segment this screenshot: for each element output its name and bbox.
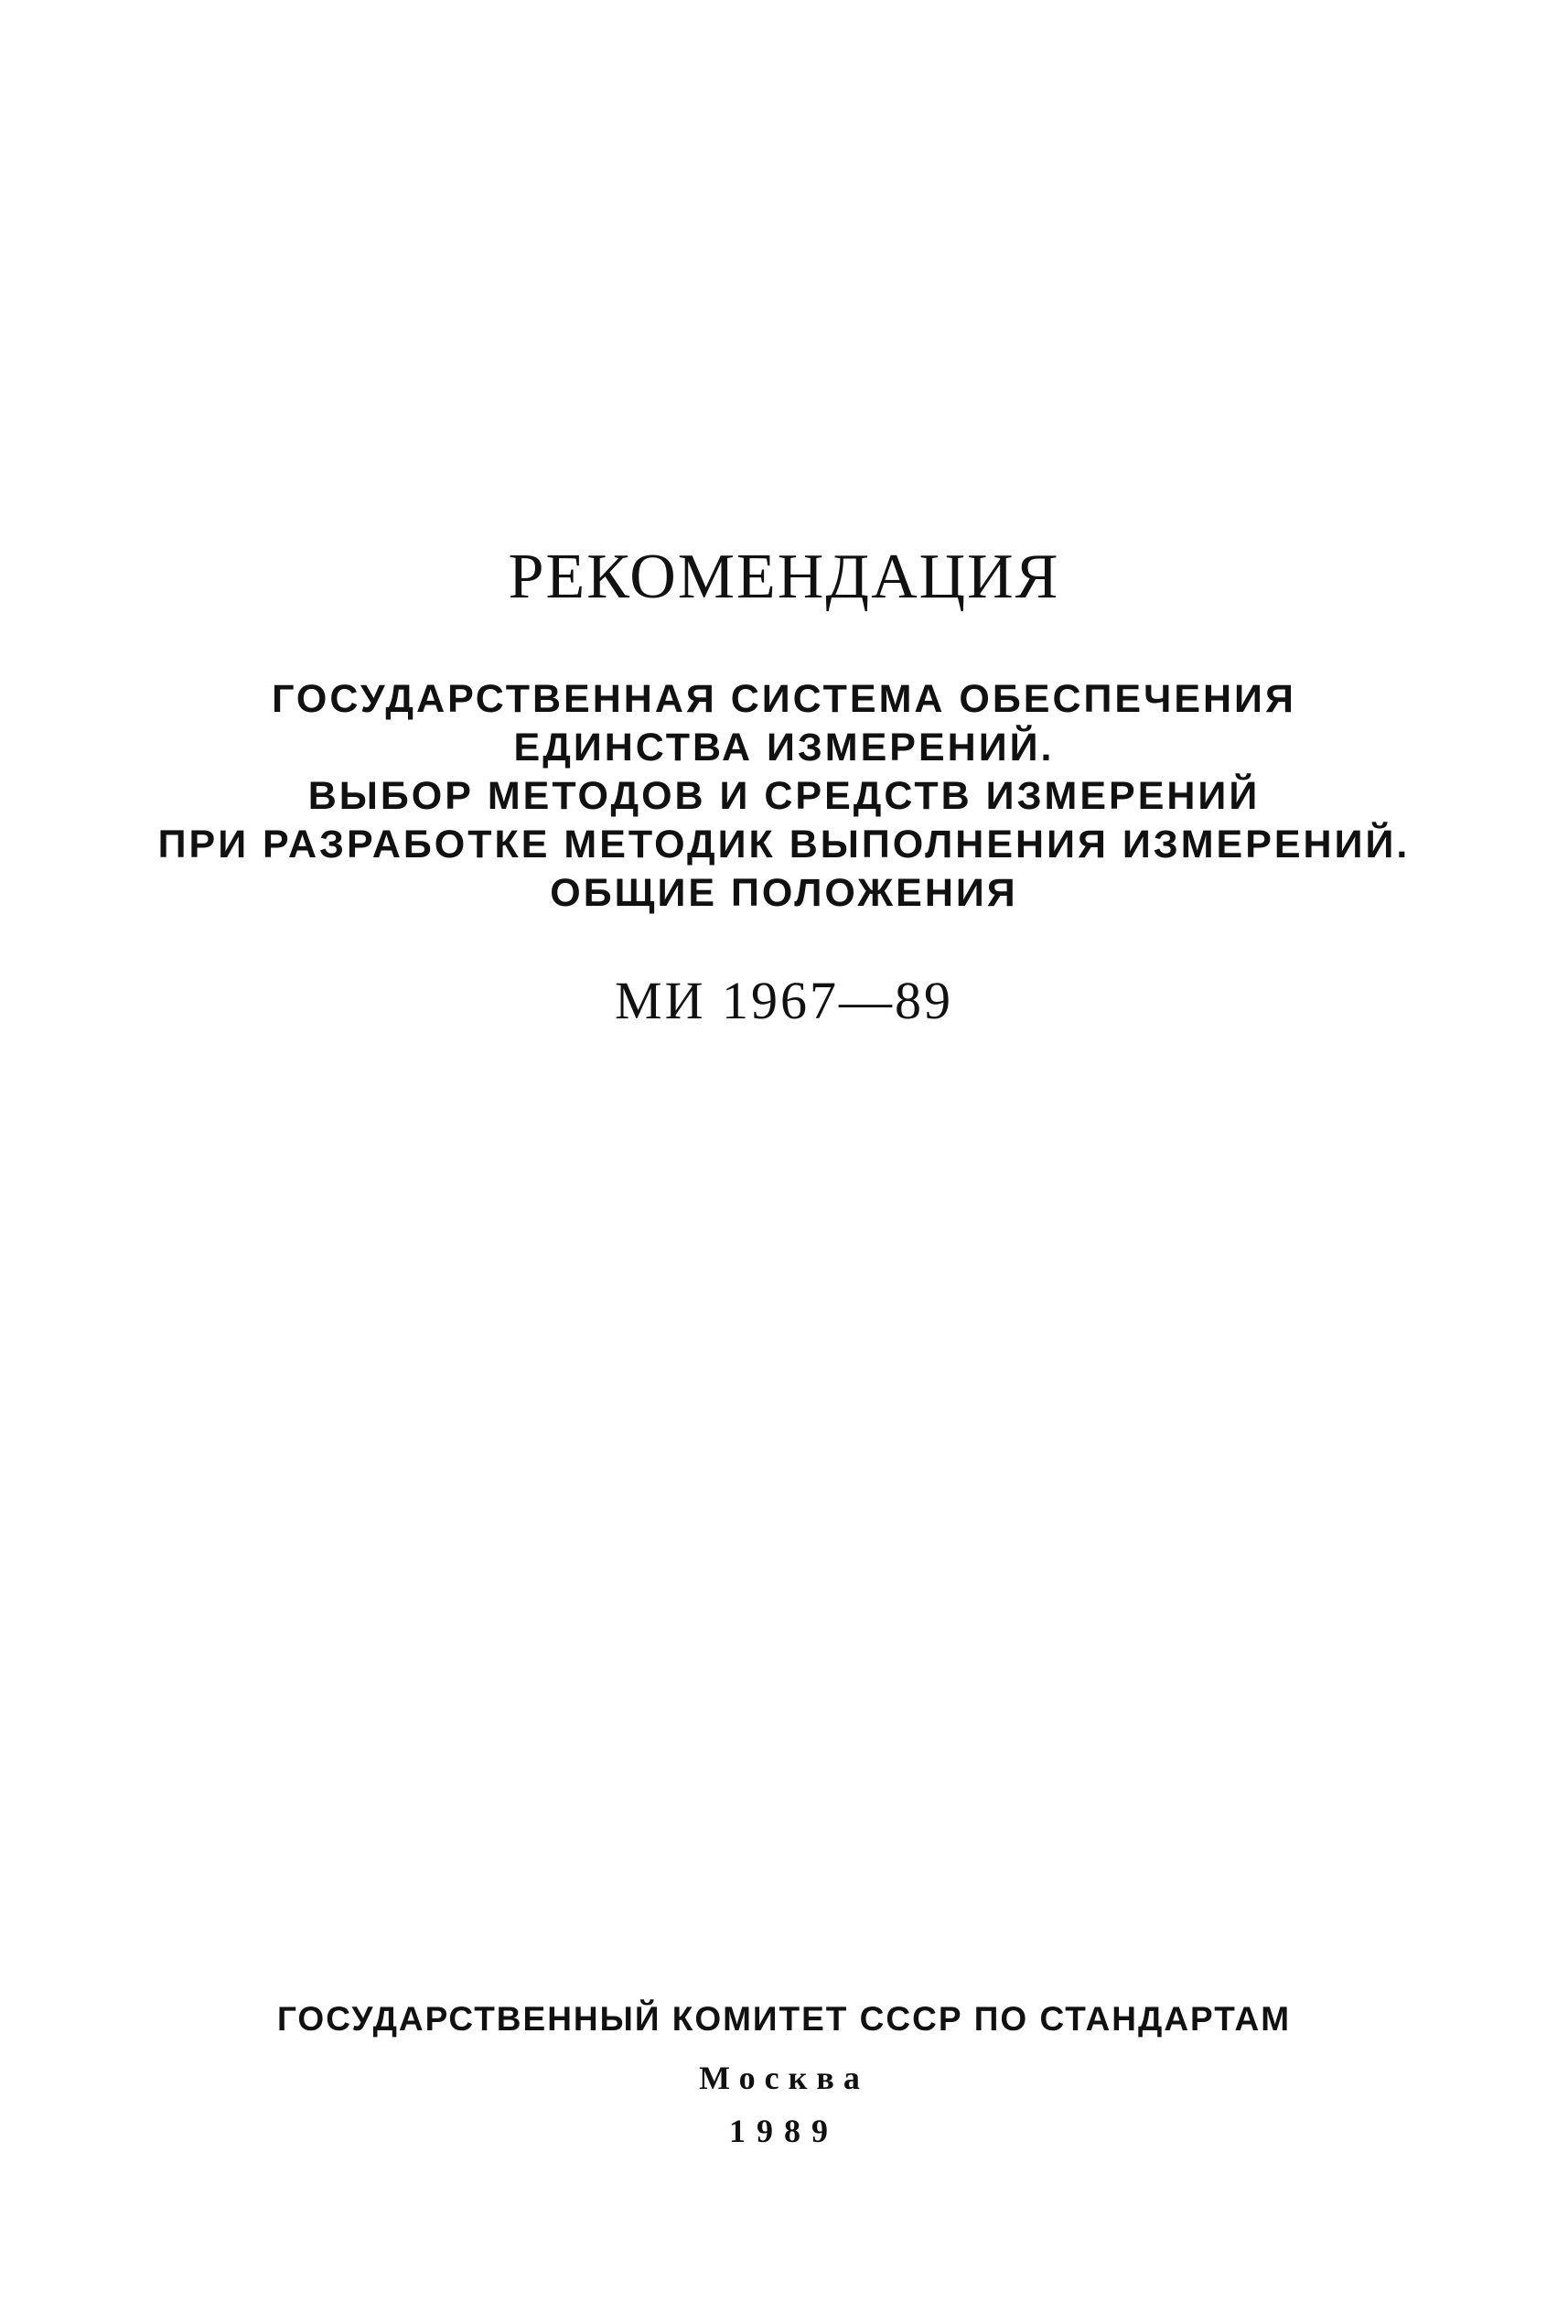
subtitle-line: ЕДИНСТВА ИЗМЕРЕНИЙ.: [513, 726, 1055, 769]
document-number: МИ 1967—89: [615, 971, 953, 1030]
publication-city: Москва: [699, 2060, 869, 2096]
subtitle-line: ВЫБОР МЕТОДОВ И СРЕДСТВ ИЗМЕРЕНИЙ: [307, 774, 1261, 818]
subtitle-line: ПРИ РАЗРАБОТКЕ МЕТОДИК ВЫПОЛНЕНИЯ ИЗМЕРЕНИЙ.: [157, 823, 1411, 866]
publication-year: 1989: [729, 2113, 839, 2149]
publisher-name: ГОСУДАРСТВЕННЫЙ КОМИТЕТ СССР ПО СТАНДАРТАМ: [276, 2000, 1292, 2038]
subtitle-line: ОБЩИЕ ПОЛОЖЕНИЯ: [550, 871, 1018, 915]
imprint-block: [0, 2002, 1568, 2147]
document-subtitle: [0, 675, 1568, 918]
subtitle-line: ГОСУДАРСТВЕННАЯ СИСТЕМА ОБЕСПЕЧЕНИЯ: [272, 677, 1296, 721]
document-type: РЕКОМЕНДАЦИЯ: [508, 542, 1060, 612]
title-block: [0, 542, 1568, 1030]
